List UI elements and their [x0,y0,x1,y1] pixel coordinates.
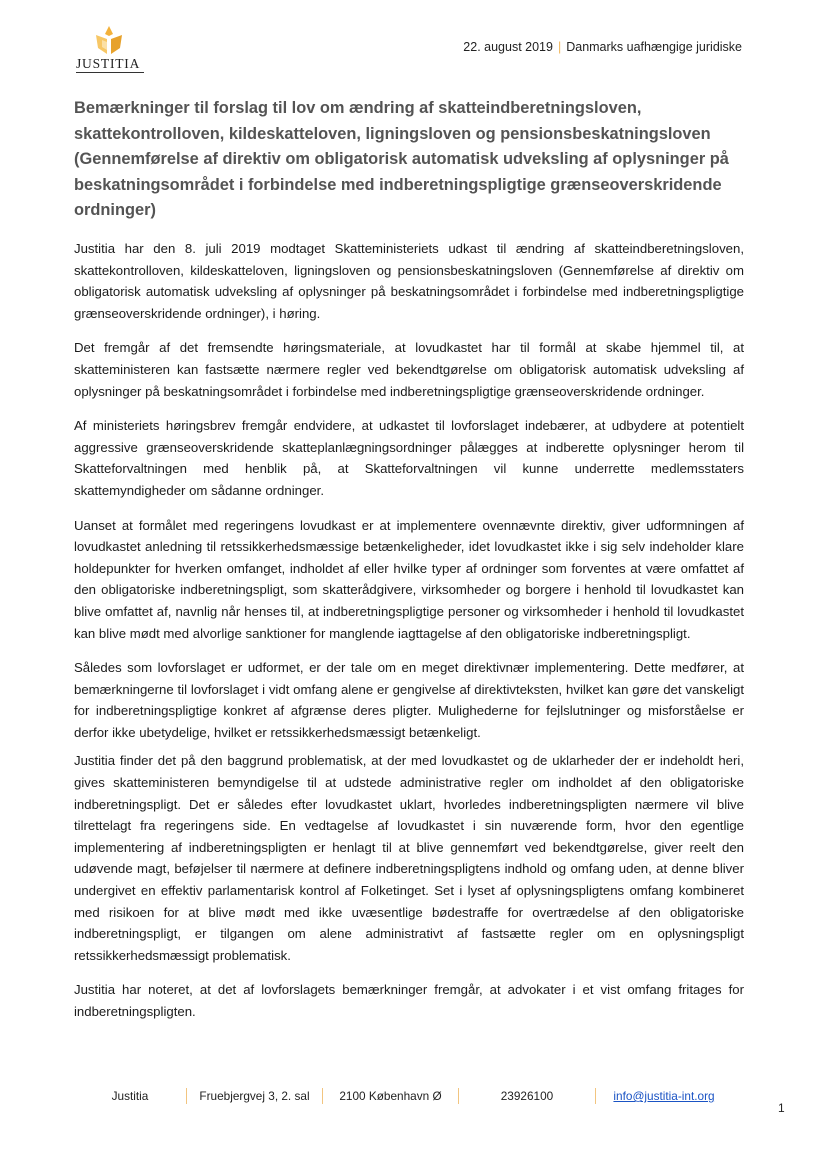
footer-address: Fruebjergvej 3, 2. sal [199,1089,310,1103]
footer [74,1085,754,1107]
header-date: 22. august 2019 [463,40,553,54]
paragraph: Justitia finder det på den baggrund problematisk, at der med lovudkastet og de uklarheder der er indeholdt heri, gives skatteministeren bemyndigelse til at udstede administrative regler om indholdet af den obligatoriske indberetningspligt. Det er således efter lovudkastet uklart, hvorledes indberetningspligten nærmere vil blive tilrettelagt fra regeringens side. En vedtagelse af lovudkastet i sin nuværende form, hvor den egentlige implementering af indberetningspligten er henlagt til at blive gennemført ved bekendtgørelse, giver reelt den udøvende magt, beføjelser til nærmere at definere indberetningspligtens indhold og omfang uden, at denne bliver undergivet en effektiv parlamentarisk kontrol af Folketinget. Set i lyset af oplysningspligtens omfang kombineret med risikoen for at blive mødt med ikke uvæsentlige bødestraffe for overtrædelse af den obligatoriske indberetningspligt, er tilgangen om alene administrativt af fastsætte regler om en oplysningspligt retssikkerhedsmæssigt problematisk. [74,753,744,963]
header-separator: | [557,40,562,54]
justitia-emblem-icon [90,26,128,56]
justitia-logo [76,26,146,74]
footer-name: Justitia [111,1089,149,1103]
paragraph: Uanset at formålet med regeringens lovudkast er at implementere ovennævnte direktiv, giver udformningen af lovudkastet anledning til retssikkerhedsmæssige betænkeligheder, idet lovudkastet ikke i sig selv indeholder klare holdepunkter for hverken omfanget, indholdet af eller hvilke typer af ordninger som forventes at være omfattet af den obligatoriske indberetningspligt, som skatterådgivere, virksomheder og borgere i henhold til lovudkastet kan blive omfattet af, navnlig når henses til, at indberetningspligtige personer og virksomheder i henhold til lovudkastet kan blive mødt med alvorlige sanktioner for manglende iagttagelse af den obligatoriske indberetningspligt. [74,517,744,641]
footer-phone: 23926100 [500,1089,554,1103]
document-title: Bemærkninger til forslag til lov om ændring af skatteindberetningsloven, skattekontrolloven, kildeskatteloven, ligningsloven og pensionsbeskatningsloven (Gennemførelse af direktiv om obligatorisk automatisk udveksling af oplysninger på beskatningsområdet i forbindelse med indberetningspligtige grænseoverskridende ordninger) [74,99,729,220]
page-number: 1 [778,1101,785,1115]
paragraph: Således som lovforslaget er udformet, er der tale om en meget direktivnær implementering. Dette medfører, at bemærkningerne til lovforslaget i vidt omfang alene er gengivelse af direktivteksten, hvilket kan gøre det vanskeligt for indberetningspligtige konkret af afgrænse deres pligter. Mulighederne for fejlslutninger og misforståelse er derfor ikke ubetydelige, hvilket er retssikkerhedsmæssigt betænkeligt. [74,660,744,740]
footer-email-link[interactable]: info@justitia-int.org [613,1089,715,1103]
paragraph: Det fremgår af det fremsendte høringsmateriale, at lovudkastet har til formål at skabe hjemmel til, at skatteministeren kan fastsætte nærmere regler ved bekendtgørelse om obligatorisk automatisk udveksling af oplysninger på beskatningsområdet i forbindelse med indberetningspligtige grænseoverskridende ordninger. [74,340,744,399]
document-body [74,238,744,1036]
paragraph: Justitia har den 8. juli 2019 modtaget Skatteministeriets udkast til ændring af skatteindberetningsloven, skattekontrolloven, kildeskatteloven, ligningsloven og pensionsbeskatningsloven (Gennemførelse af direktiv om obligatorisk automatisk udveksling af oplysninger på beskatningsområdet i forbindelse med indberetningspligtige grænseoverskridende ordninger), i høring. [74,241,744,321]
paragraph: Af ministeriets høringsbrev fremgår endvidere, at udkastet til lovforslaget indebærer, at udbydere at potentielt aggressive grænseoverskridende skatteplanlægningsordninger pålægges at indberette oplysninger herom til Skatteforvaltningen med henblik på, at Skatteforvaltningen vil kunne underrette medlemsstaters skattemyndigheder om sådanne ordninger. [74,418,744,498]
paragraph: Justitia har noteret, at det af lovforslagets bemærkninger fremgår, at advokater i et vist omfang fritages for indberetningspligten. [74,982,744,1019]
header-info [463,40,742,54]
header-org: Danmarks uafhængige juridiske [566,40,742,54]
logo-wordmark: JUSTITIA [76,56,144,73]
footer-city: 2100 København Ø [339,1089,442,1103]
